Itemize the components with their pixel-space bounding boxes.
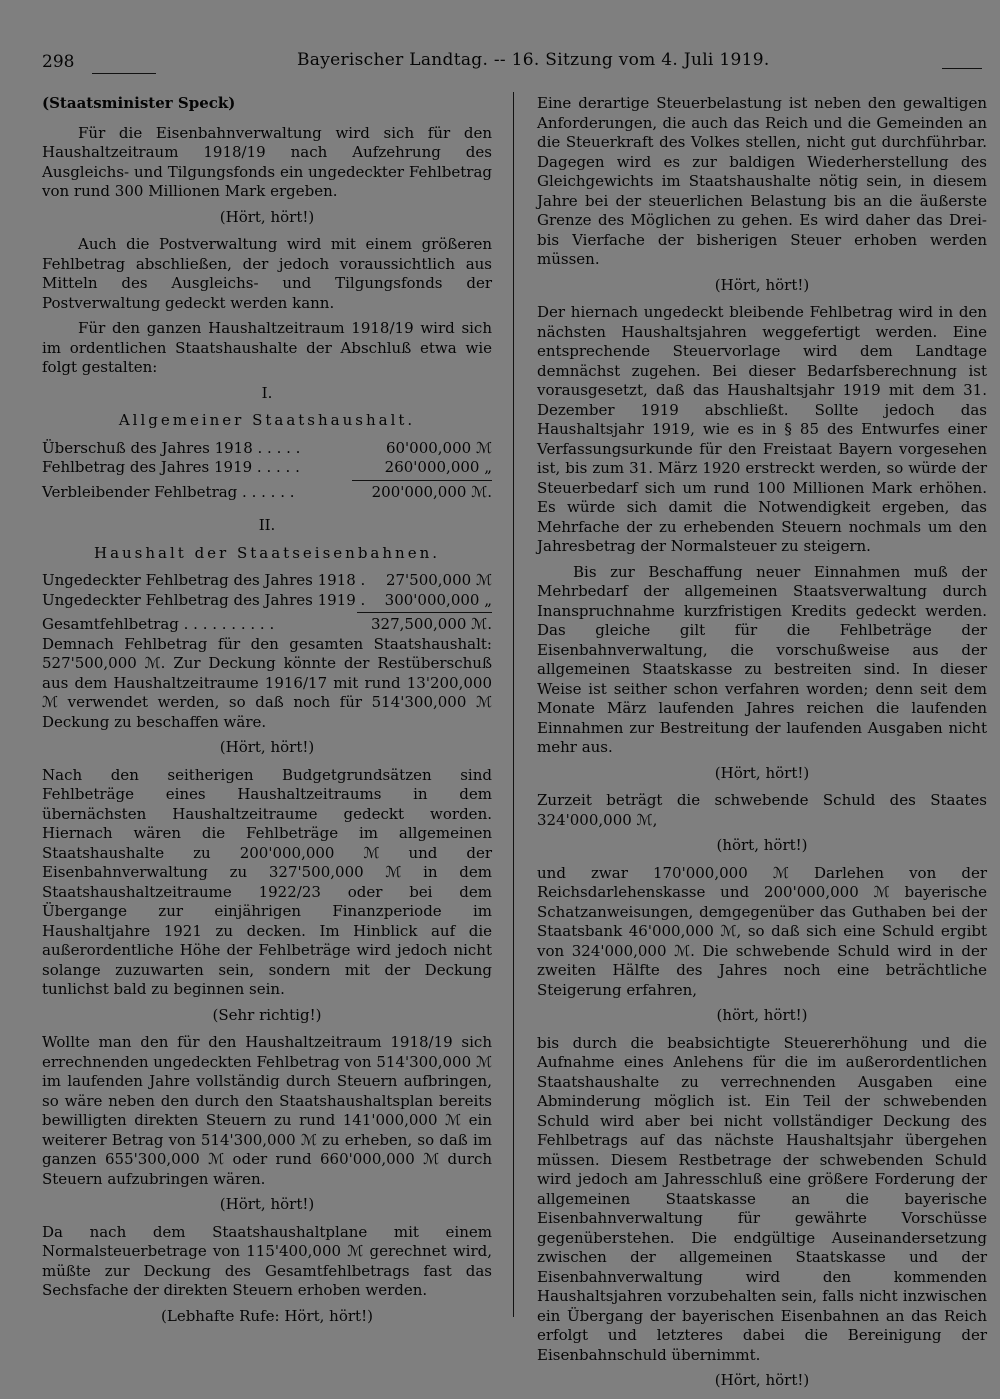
paragraph: Für die Eisenbahnverwaltung wird sich für den Haushaltzeitraum 1918/19 nach Aufzehrung des Ausgleichs- und Tilgungsfonds ein ungedeckter Fehlbetrag von rund 300 Millionen Mark ergeben. [42,123,492,200]
paragraph: Wollte man den für den Haushaltzeitraum 1918/19 sich errechnenden ungedeckten Fehlbetrag von 514'300,000 ℳ im laufenden Jahre vollständig durch Steuern aufbringen, so wäre neben den durch den Staatshaushaltsplan bereits bewilligten direkten Steuern zu rund 141'000,000 ℳ ein weiterer Betrag von 514'300,000 ℳ zu erheben, so daß im ganzen 655'300,000 ℳ oder rund 660'000,000 ℳ durch Steuern aufzubringen wären. [42,1033,492,1188]
interjection: (Hört, hört!) [219,738,315,756]
section-title: Allgemeiner Staatshaushalt. [118,411,416,429]
row-value: 200'000,000 ℳ. [371,482,492,501]
paragraph: Eine derartige Steuerbelastung ist neben den gewaltigen Anforderungen, die auch das Reich und die Gemeinden an die Steuerkraft des Volkes stellen, nicht gut durchführbar. Dagegen wird es zur baldigen Wiederherstellung des Gleichgewichts im Staatshaushalte nötig sein, in diesem Jahre bei der steuerlichen Belastung bis an die äußerste Grenze des Möglichen zu gehen. Es wird daher das Drei- bis Vierfache der bisherigen Steuer erhoben werden müssen. [537,94,987,268]
section-title: Haushalt der Staatseisenbahnen. [94,543,440,562]
paragraph: Der hiernach ungedeckt bleibende Fehlbetrag wird in den nächsten Haushaltsjahren weggefertigt werden. Eine entsprechende Steuervorlage wird dem Landtage demnächst zugehen. Bei dieser Bedarfsberechnung ist vorausgesetzt, daß das Haushaltsjahr 1919 mit dem 31. Dezember 1919 abschließt. Sollte jedoch das Haushaltsjahr 1919, wie es in § 85 des Entwurfes einer Verfassungsurkunde für den Freistaat Bayern vorgesehen ist, bis zum 31. März 1920 erstreckt werden, so würde der Steuerbedarf sich um rund 100 Millionen Mark erhöhen. Es würde sich damit die Notwendigkeit ergeben, das Mehrfache der zu erhebenden Steuern nochmals um den Jahresbetrag der Normalsteuer zu steigern. [537,303,987,555]
speaker-label: (Staatsminister Speck) [42,94,236,112]
left-column [42,94,492,1334]
running-title: Bayerischer Landtag. -- 16. Sitzung vom 4. Juli 1919. [297,50,770,70]
table-row [42,439,492,459]
header-rule [92,73,156,74]
right-column [537,94,987,1399]
header-rule-right [942,68,982,69]
paragraph: Nach den seitherigen Budgetgrundsätzen sind Fehlbeträge eines Haushaltzeitraums in dem übernächsten Haushaltzeitraume gedeckt worden. Hiernach wären die Fehlbeträge im allgemeinen Staatshaushalte zu 200'000,000 ℳ und der Eisenbahnverwaltung zu 327'500,000 ℳ in dem Staatshaushaltzeitraume 1922/23 oder bei dem Übergange zur einjährigen Finanzperiode im Haushaltjahre 1921 zu decken. Im Hinblick auf die außerordentliche Höhe der Fehlbeträge wird jedoch nicht solange zuzuwarten sein, sondern mit der Deckung tunlichst bald zu beginnen sein. [42,765,492,998]
interjection: (Hört, hört!) [219,1195,315,1213]
section-number: I. [261,383,273,402]
table-total-row [42,483,492,503]
interjection: (Hört, hört!) [714,275,810,294]
sum-rule [357,612,492,613]
table-total-row [42,615,492,635]
table-row [42,591,492,611]
row-value: 260'000,000 „ [384,458,492,476]
row-label: Ungedeckter Fehlbetrag des Jahres 1919 . [42,590,366,609]
paragraph: und zwar 170'000,000 ℳ Darlehen von der Reichsdarlehenskasse und 200'000,000 ℳ bayerische Schatzanweisungen, demgegenüber das Guthaben bei der Staatsbank 46'000,000 ℳ, so daß sich eine Schuld ergibt von 324'000,000 ℳ. Die schwebende Schuld wird in der zweiten Hälfte des Jahres noch eine beträchtliche Steigerung erfahren, [537,863,987,999]
row-label: Überschuß des Jahres 1918 . . . . . [42,438,301,457]
column-divider [513,92,514,1317]
paragraph: Zurzeit beträgt die schwebende Schuld des Staates 324'000,000 ℳ, [537,791,987,829]
row-value: 60'000,000 ℳ [385,438,492,457]
sum-rule [352,480,492,481]
paragraph: Auch die Postverwaltung wird mit einem größeren Fehlbetrag abschließen, der jedoch voraussichtlich aus Mitteln des Ausgleichs- und Tilgungsfonds der Postverwaltung gedeckt werden kann. [42,235,492,312]
section-number: II. [258,516,276,534]
interjection: (hört, hört!) [716,1006,808,1024]
paragraph: Da nach dem Staatshaushaltplane mit einem Normalsteuerbetrage von 115'400,000 ℳ gerechnet wird, müßte zur Deckung des Gesamtfehlbetrags fast das Sechsfache der direkten Steuern erhoben werden. [42,1222,492,1299]
paragraph: bis durch die beabsichtigte Steuererhöhung und die Aufnahme eines Anlehens für die im außerordentlichen Staatshaushalte zu verrechnenden Ausgaben eine Abminderung möglich ist. Ein Teil der schwebenden Schuld wird aber bei nicht vollständiger Deckung des Fehlbetrags auf das nächste Haushaltsjahr übergehen müssen. Diesem Restbetrage der schwebenden Schuld wird jedoch am Jahresschluß eine größere Forderung der allgemeinen Staatskasse an die bayerische Eisenbahnverwaltung für gewährte Vorschüsse gegenüberstehen. Die endgültige Auseinandersetzung zwischen der allgemeinen Staatskasse und der Eisenbahnverwaltung wird den kommenden Haushaltsjahren vorzubehalten sein, falls nicht inzwischen ein Übergang der bayerischen Eisenbahnen an das Reich erfolgt und letzteres dabei die Bereinigung der Eisenbahnschuld übernimmt. [537,1033,987,1364]
interjection: (Sehr richtig!) [212,1005,322,1024]
interjection: (Hört, hört!) [219,207,315,226]
page-number: 298 [42,52,75,72]
row-value: 27'500,000 ℳ [385,571,492,589]
paragraph: Demnach Fehlbetrag für den gesamten Staatshaushalt: 527'500,000 ℳ. Zur Deckung könnte der Restüberschuß aus dem Haushaltzeitraume 1916/17 mit rund 13'200,000 ℳ verwendet werden, so daß noch für 514'300,000 ℳ Deckung zu beschaffen wäre. [42,634,492,731]
interjection: (Hört, hört!) [714,1371,810,1389]
row-label: Verbleibender Fehlbetrag . . . . . . [42,482,295,501]
interjection: (Lebhafte Rufe: Hört, hört!) [161,1306,373,1325]
row-value: 327,500,000 ℳ. [370,615,492,633]
paragraph: Für den ganzen Haushaltzeitraum 1918/19 wird sich im ordentlichen Staatshaushalte der Abschluß etwa wie folgt gestalten: [42,319,492,376]
row-label: Fehlbetrag des Jahres 1919 . . . . . [42,458,300,476]
paragraph: Bis zur Beschaffung neuer Einnahmen muß der Mehrbedarf der allgemeinen Staatsverwaltung durch Inanspruchnahme kurzfristigen Kredits gedeckt werden. Das gleiche gilt für die Fehlbeträge der Eisenbahnverwaltung, die vorschußweise aus der allgemeinen Staatskasse zu bestreiten sind. In dieser Weise ist seither schon verfahren worden; denn seit dem Monate März laufenden Jahres reichen die laufenden Einnahmen zur Bestreitung der laufenden Ausgaben nicht mehr aus. [537,562,987,756]
row-value: 300'000,000 „ [384,590,492,609]
interjection: (hört, hört!) [716,836,808,854]
row-label: Ungedeckter Fehlbetrag des Jahres 1918 . [42,571,366,589]
interjection: (Hört, hört!) [714,763,810,782]
table-row [42,571,492,591]
table-row [42,458,492,478]
row-label: Gesamtfehlbetrag . . . . . . . . . . [42,615,275,633]
